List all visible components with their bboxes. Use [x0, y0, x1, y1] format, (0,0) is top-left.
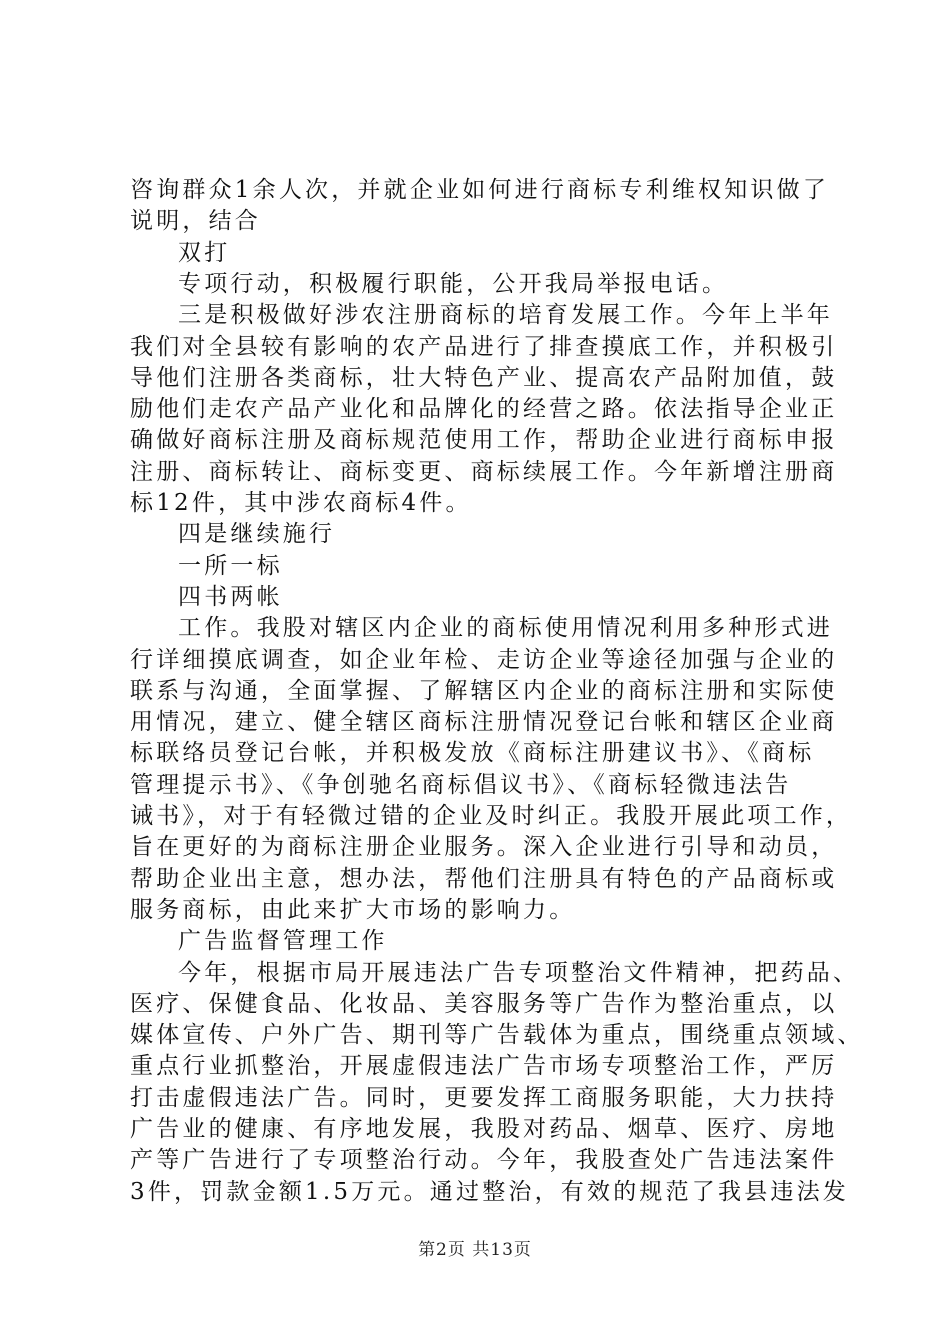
text-line: 今年，根据市局开展违法广告专项整治文件精神，把药品、 [178, 959, 860, 986]
text-line: 管理提示书》、《争创驰名商标倡议书》、《商标轻微违法告 [130, 771, 792, 798]
text-line: 标12件，其中涉农商标4件。 [130, 490, 472, 516]
text-line: 打击虚假违法广告。同时，更要发挥工商服务职能，大力扶持 [130, 1084, 838, 1111]
text-line: 导他们注册各类商标，壮大特色产业、提高农产品附加值，鼓 [130, 364, 838, 391]
text-line: 旨在更好的为商标注册企业服务。深入企业进行引导和动员， [130, 834, 838, 861]
text-line: 标联络员登记台帐，并积极发放《商标注册建议书》、《商标 [130, 740, 815, 767]
text-line: 广告业的健康、有序地发展，我股对药品、烟草、医疗、房地 [130, 1116, 838, 1142]
text-line: 服务商标，由此来扩大市场的影响力。 [130, 896, 576, 923]
text-line: 注册、商标转让、商标变更、商标续展工作。今年新增注册商 [130, 458, 838, 485]
text-line: 联系与沟通，全面掌握、了解辖区内企业的商标注册和实际使 [130, 677, 838, 704]
text-line: 双打 [178, 239, 231, 266]
text-line: 四是继续施行 [178, 521, 336, 548]
text-line: 四书两帐 [178, 583, 283, 610]
text-line: 专项行动，积极履行职能，公开我局举报电话。 [178, 270, 729, 297]
text-line: 诫书》，对于有轻微过错的企业及时纠正。我股开展此项工作， [130, 803, 853, 829]
page-footer: 第2页 共13页 [418, 1240, 532, 1260]
section-heading: 广告监督管理工作 [178, 928, 388, 955]
text-line: 帮助企业出主意，想办法，帮他们注册具有特色的产品商标或 [130, 865, 838, 892]
text-line: 产等广告进行了专项整治行动。今年，我股查处广告违法案件 [130, 1147, 838, 1174]
text-line: 工作。我股对辖区内企业的商标使用情况利用多种形式进 [178, 615, 833, 642]
text-line: 行详细摸底调查，如企业年检、走访企业等途径加强与企业的 [130, 646, 838, 673]
text-line: 说明，结合 [130, 208, 261, 235]
text-line: 用情况，建立、健全辖区商标注册情况登记台帐和辖区企业商 [130, 709, 838, 736]
text-line: 媒体宣传、户外广告、期刊等广告载体为重点，围绕重点领域、 [130, 1022, 864, 1049]
text-line: 医疗、保健食品、化妆品、美容服务等广告作为整治重点，以 [130, 990, 838, 1017]
text-line: 我们对全县较有影响的农产品进行了排查摸底工作，并积极引 [130, 333, 838, 360]
text-line: 励他们走农产品产业化和品牌化的经营之路。依法指导企业正 [130, 396, 838, 423]
text-line: 3件，罚款金额1.5万元。通过整治，有效的规范了我县违法发 [130, 1178, 850, 1205]
text-line: 重点行业抓整治，开展虚假违法广告市场专项整治工作，严厉 [130, 1053, 838, 1080]
text-line: 确做好商标注册及商标规范使用工作，帮助企业进行商标申报 [130, 427, 838, 454]
text-line: 三是积极做好涉农注册商标的培育发展工作。今年上半年 [178, 302, 833, 329]
text-line: 一所一标 [178, 552, 283, 579]
text-line: 咨询群众1余人次，并就企业如何进行商标专利维权知识做了 [130, 177, 830, 203]
